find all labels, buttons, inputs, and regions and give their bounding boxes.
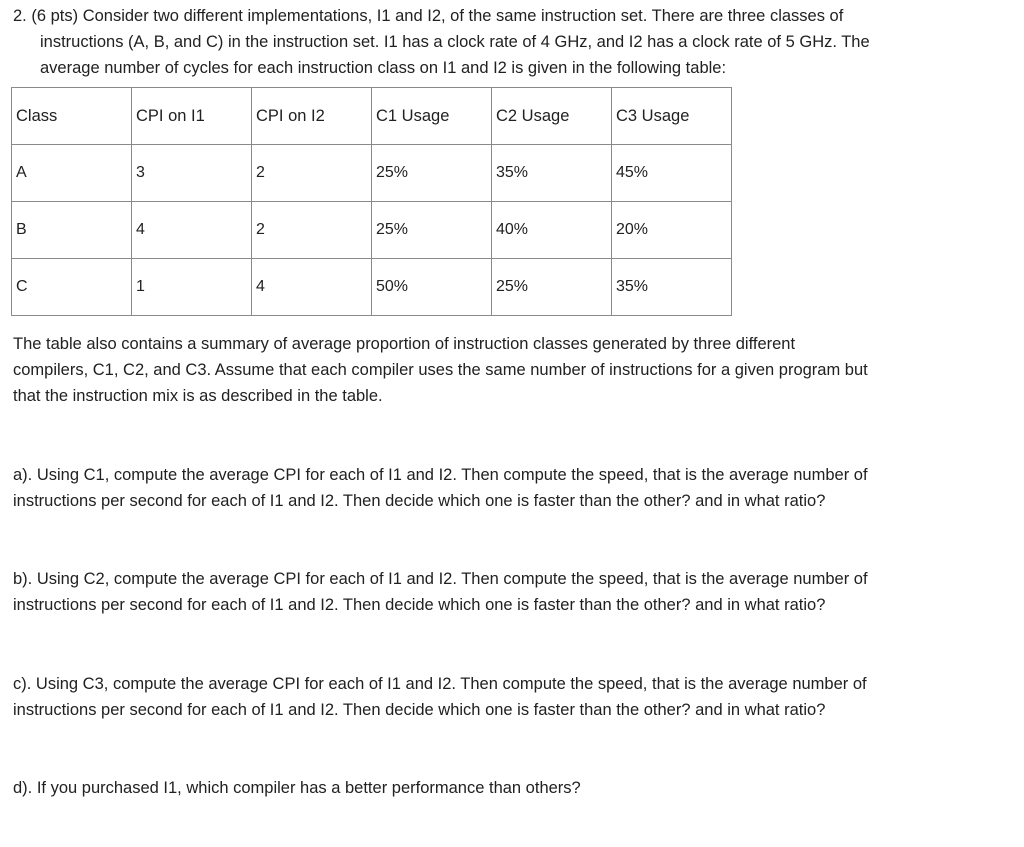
part-a-line: instructions per second for each of I1 and I2. Then decide which one is faster than the other? and in what ratio? [13,492,826,510]
part-d [13,775,1013,801]
table-cell: 35% [612,259,732,316]
question-line: average number of cycles for each instruction class on I1 and I2 is given in the following table: [40,59,727,77]
header-cpi-i2: CPI on I2 [252,88,372,145]
table-cell: 40% [492,202,612,259]
table-row [12,259,732,316]
header-c2-usage: C2 Usage [492,88,612,145]
table-cell: 45% [612,145,732,202]
part-c-line: c). Using C3, compute the average CPI for each of I1 and I2. Then compute the speed, that is the average number of [13,675,867,693]
table-header-row [12,88,732,145]
summary-paragraph [13,331,1013,409]
table-cell: 35% [492,145,612,202]
table-cell: 25% [492,259,612,316]
part-c-line: instructions per second for each of I1 and I2. Then decide which one is faster than the other? and in what ratio? [13,701,826,719]
table-cell: 2 [252,202,372,259]
table-cell: 20% [612,202,732,259]
part-b [13,566,1013,618]
cpi-usage-table [11,87,732,316]
table-cell: A [12,145,132,202]
table-cell: 3 [132,145,252,202]
summary-line: compilers, C1, C2, and C3. Assume that each compiler uses the same number of instructions for a given program but [13,361,868,379]
table-cell: 4 [252,259,372,316]
header-c1-usage: C1 Usage [372,88,492,145]
part-b-line: instructions per second for each of I1 and I2. Then decide which one is faster than the other? and in what ratio? [13,596,826,614]
table-cell: B [12,202,132,259]
table-cell: C [12,259,132,316]
part-b-line: b). Using C2, compute the average CPI for each of I1 and I2. Then compute the speed, that is the average number of [13,570,868,588]
part-a-line: a). Using C1, compute the average CPI for each of I1 and I2. Then compute the speed, that is the average number of [13,466,868,484]
summary-line: The table also contains a summary of average proportion of instruction classes generated by three different [13,335,796,353]
table-row [12,202,732,259]
header-cpi-i1: CPI on I1 [132,88,252,145]
table-cell: 50% [372,259,492,316]
part-c [13,671,1013,723]
header-c3-usage: C3 Usage [612,88,732,145]
table-cell: 1 [132,259,252,316]
question-line: instructions (A, B, and C) in the instruction set. I1 has a clock rate of 4 GHz, and I2 has a clock rate of 5 GHz. The [40,33,870,51]
question-line: 2. (6 pts) Consider two different implementations, I1 and I2, of the same instruction set. There are three classes of [13,7,844,25]
header-class: Class [12,88,132,145]
table-cell: 2 [252,145,372,202]
table-row [12,145,732,202]
summary-line: that the instruction mix is as described in the table. [13,387,383,405]
question-intro [13,3,1013,81]
part-d-line: d). If you purchased I1, which compiler has a better performance than others? [13,779,581,797]
table-cell: 4 [132,202,252,259]
table-cell: 25% [372,145,492,202]
table-cell: 25% [372,202,492,259]
part-a [13,462,1013,514]
